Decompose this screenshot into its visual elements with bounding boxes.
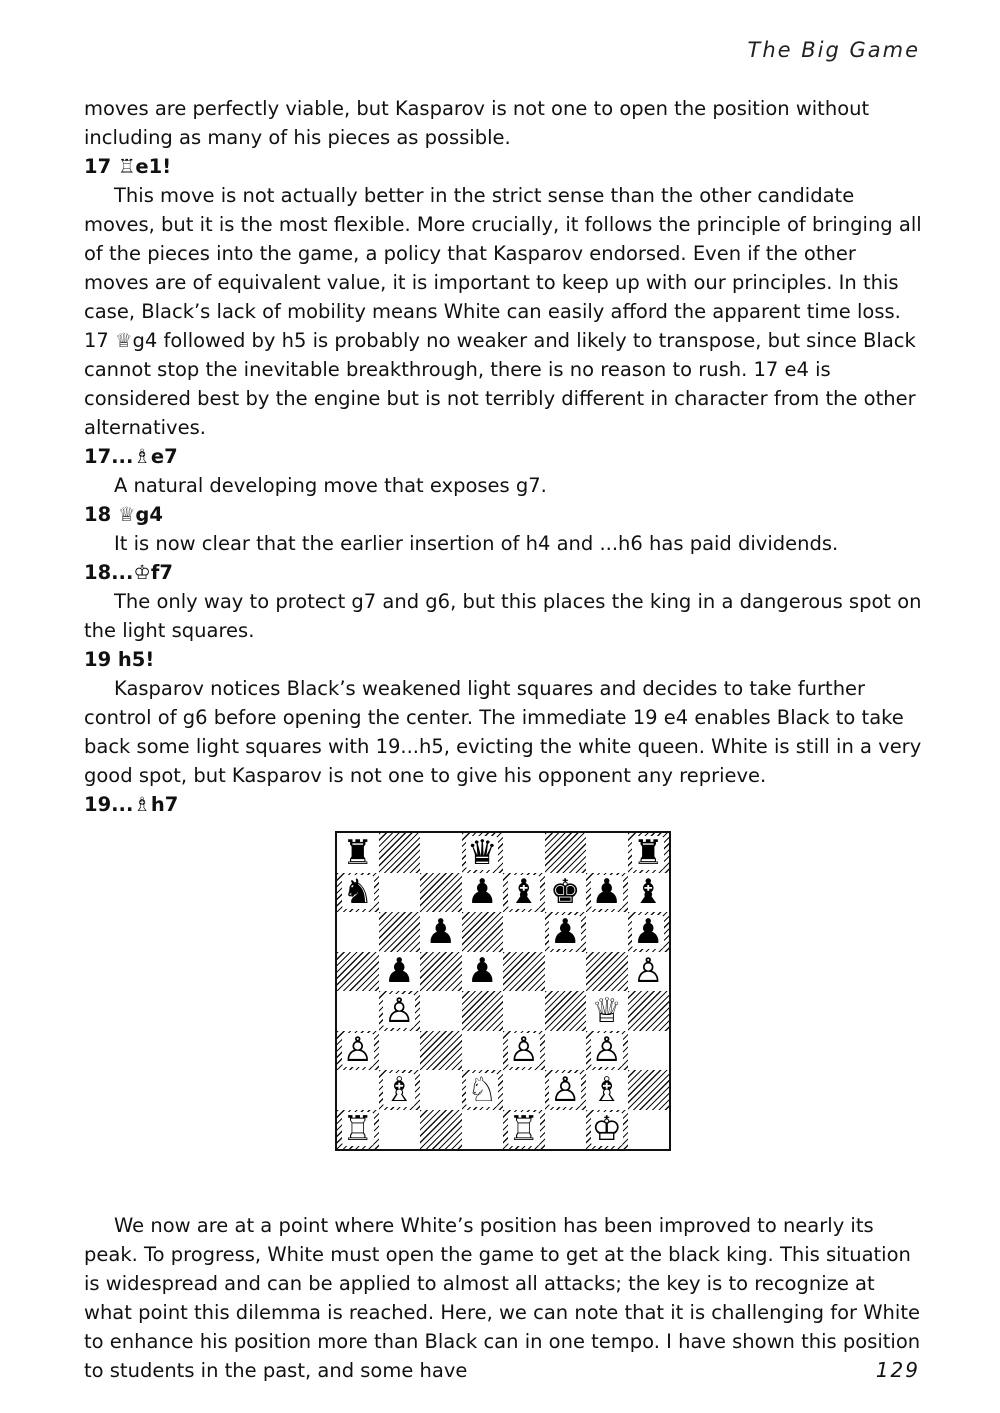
board-square (545, 1031, 587, 1071)
paragraph: Kasparov notices Black’s weakened light squares and decides to take further control of g6 before opening the center. The immediate 19 e4 enables Black to take back some light squares with 19...h5, evicting the white queen. White is still in a very good spot, but Kasparov is not one to give his opponent any reprieve. (84, 677, 922, 787)
board-square (420, 833, 462, 873)
board-square (462, 1031, 504, 1071)
chess-piece: ♝ (633, 872, 664, 913)
move-heading: 17...♗e7 (84, 445, 178, 468)
board-square (586, 1070, 628, 1110)
chess-piece: ♔ (591, 1109, 622, 1150)
board-square (379, 1110, 421, 1150)
board-square (545, 952, 587, 992)
chess-piece: ♖ (508, 1109, 539, 1150)
board-square (503, 912, 545, 952)
board-square (586, 991, 628, 1031)
board-square (503, 991, 545, 1031)
board-square (420, 873, 462, 913)
paragraph: It is now clear that the earlier insertion of h4 and ...h6 has paid dividends. (114, 532, 839, 555)
chess-piece: ♟ (550, 911, 581, 952)
board-square (379, 1031, 421, 1071)
chess-piece: ♝ (508, 872, 539, 913)
board-square (337, 991, 379, 1031)
running-header: The Big Game (747, 38, 920, 62)
board-square (462, 991, 504, 1031)
move-heading: 19 h5! (84, 648, 155, 671)
board-square (586, 952, 628, 992)
board-square (586, 912, 628, 952)
board-square (586, 833, 628, 873)
chess-piece: ♗ (384, 1069, 415, 1110)
paragraph: The only way to protect g7 and g6, but this places the king in a dangerous spot on the light squares. (84, 590, 922, 642)
board-square (420, 1031, 462, 1071)
paragraph: We now are at a point where White’s position has been improved to nearly its peak. To progress, White must open the game to get at the black king. This situation is widespread and can be applied to almost all attacks; the key is to recognize at what point this dilemma is reached. Here, we can note that it is challenging for White to enhance his position more than Black can in one tempo. I have shown this position to students in the past, and some have (84, 1213, 921, 1382)
chess-diagram (335, 831, 671, 1151)
chess-piece: ♟ (633, 911, 664, 952)
chess-piece: ♙ (591, 1030, 622, 1071)
chess-piece: ♟ (591, 872, 622, 913)
board-square (503, 1031, 545, 1071)
board-square (503, 1070, 545, 1110)
board-square (462, 873, 504, 913)
move-heading: 18 ♕g4 (84, 503, 163, 526)
board-square (379, 1070, 421, 1110)
chess-piece: ♕ (591, 990, 622, 1031)
main-text (84, 94, 924, 819)
board-square (545, 833, 587, 873)
board-square (628, 952, 670, 992)
board-square (462, 912, 504, 952)
board-square (545, 1110, 587, 1150)
paragraph: moves are perfectly viable, but Kasparov is not one to open the position without including as many of his pieces as possible. (84, 97, 870, 149)
board-square (586, 1031, 628, 1071)
board-square (545, 991, 587, 1031)
board-square (462, 1070, 504, 1110)
chess-piece: ♙ (384, 990, 415, 1031)
board-square (545, 873, 587, 913)
board-square (379, 991, 421, 1031)
board-square (420, 1070, 462, 1110)
chess-piece: ♟ (425, 911, 456, 952)
page-number: 129 (875, 1358, 920, 1382)
chess-piece: ♟ (467, 872, 498, 913)
board-square (503, 952, 545, 992)
board-square (545, 1070, 587, 1110)
board-square (420, 991, 462, 1031)
board-square (503, 1110, 545, 1150)
board-square (628, 991, 670, 1031)
board-square (337, 873, 379, 913)
chess-piece: ♜ (342, 832, 373, 873)
board-square (586, 873, 628, 913)
board-square (545, 912, 587, 952)
board-square (337, 1110, 379, 1150)
continuation-text (84, 1191, 924, 1404)
chess-piece: ♟ (384, 951, 415, 992)
chess-piece: ♛ (467, 832, 498, 873)
board-square (628, 1110, 670, 1150)
board-square (503, 873, 545, 913)
board-square (462, 1110, 504, 1150)
chess-piece: ♙ (633, 951, 664, 992)
board-square (337, 1070, 379, 1110)
board-square (337, 1031, 379, 1071)
board-square (379, 952, 421, 992)
board-square (379, 873, 421, 913)
paragraph: A natural developing move that exposes g7. (114, 474, 547, 497)
board-square (628, 833, 670, 873)
board-square (337, 912, 379, 952)
board-square (503, 833, 545, 873)
chess-piece: ♖ (342, 1109, 373, 1150)
chess-piece: ♙ (342, 1030, 373, 1071)
board-square (462, 952, 504, 992)
board-square (379, 912, 421, 952)
board-square (628, 1070, 670, 1110)
chess-board (335, 831, 671, 1151)
move-heading: 18...♔f7 (84, 561, 173, 584)
paragraph: This move is not actually better in the strict sense than the other candidate moves, but it is the most flexible. More crucially, it follows the principle of bringing all of the pieces into the game, a policy that Kasparov endorsed. Even if the other moves are of equivalent value, it is important to keep up with our principles. In this case, Black’s lack of mobility means White can easily afford the apparent time loss. 17 ♕g4 followed by h5 is probably no weaker and likely to transpose, but since Black cannot stop the inevitable breakthrough, there is no reason to rush. 17 e4 is considered best by the engine but is not terribly different in character from the other alternatives. (84, 184, 922, 439)
chess-piece: ♗ (591, 1069, 622, 1110)
board-square (337, 952, 379, 992)
chess-piece: ♟ (467, 951, 498, 992)
board-square (420, 1110, 462, 1150)
chess-piece: ♚ (550, 872, 581, 913)
chess-piece: ♜ (633, 832, 664, 873)
board-square (420, 912, 462, 952)
chess-piece: ♙ (508, 1030, 539, 1071)
move-heading: 19...♗h7 (84, 793, 179, 816)
chess-piece: ♘ (467, 1069, 498, 1110)
board-square (337, 833, 379, 873)
chess-piece: ♞ (342, 872, 373, 913)
chess-piece: ♙ (550, 1069, 581, 1110)
board-square (379, 833, 421, 873)
board-square (462, 833, 504, 873)
board-square (628, 1031, 670, 1071)
board-square (420, 952, 462, 992)
board-square (628, 873, 670, 913)
move-heading: 17 ♖e1! (84, 155, 172, 178)
board-square (586, 1110, 628, 1150)
board-square (628, 912, 670, 952)
